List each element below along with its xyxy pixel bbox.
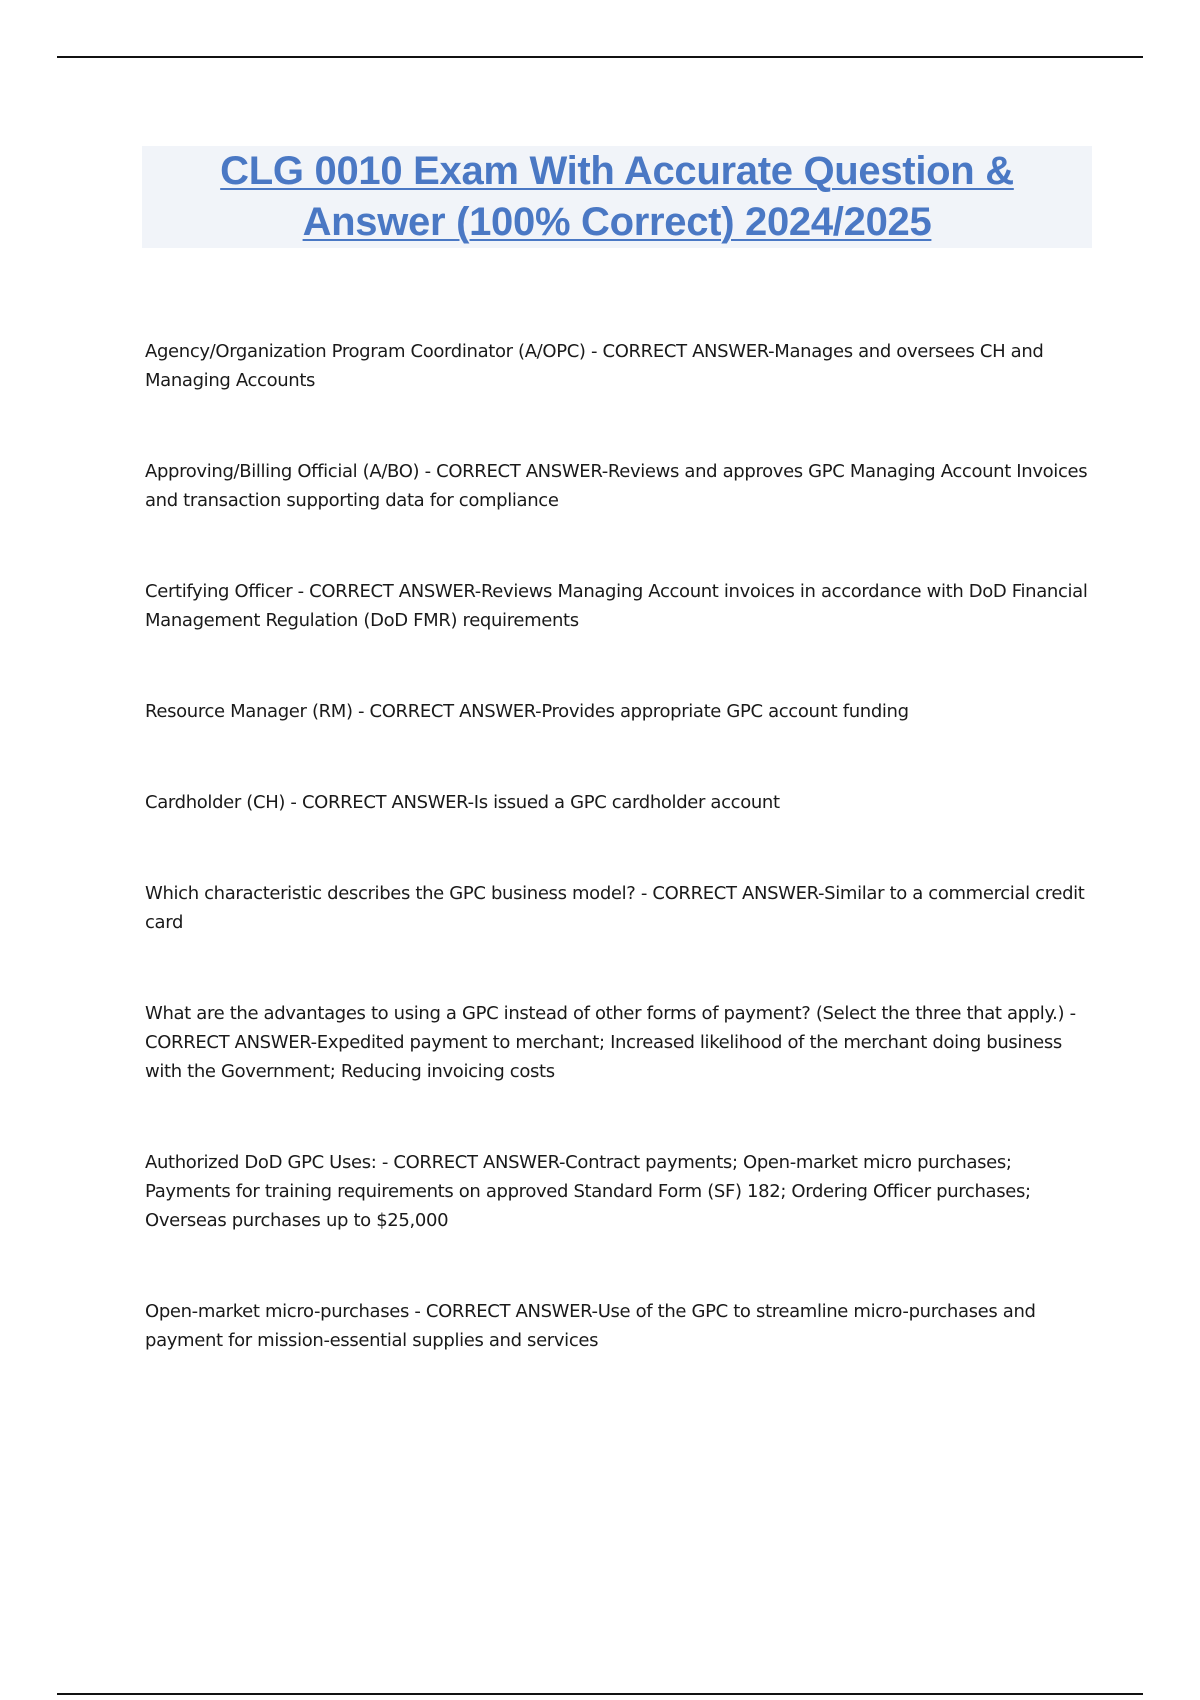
title-line-1: CLG 0010 Exam With Accurate Question & bbox=[220, 149, 1014, 193]
qa-entry-8: Authorized DoD GPC Uses: - CORRECT ANSWER-Contract payments; Open-market micro purchases; Payments for training requirements on approved Standard Form (SF) 182; Ordering Officer purchases; Overseas purchases up to $25,000 bbox=[145, 1152, 1031, 1231]
qa-entry-1: Agency/Organization Program Coordinator (A/OPC) - CORRECT ANSWER-Manages and oversees CH and Managing Accounts bbox=[145, 341, 1044, 391]
qa-entry-3: Certifying Officer - CORRECT ANSWER-Reviews Managing Account invoices in accordance with DoD Financial Management Regulation (DoD FMR) requirements bbox=[145, 581, 1088, 631]
qa-entry-6: Which characteristic describes the GPC business model? - CORRECT ANSWER-Similar to a commercial credit card bbox=[145, 883, 1085, 933]
qa-entry-9: Open-market micro-purchases - CORRECT ANSWER-Use of the GPC to streamline micro-purchases and payment for mission-essential supplies and services bbox=[145, 1301, 1036, 1351]
qa-entry-7: What are the advantages to using a GPC instead of other forms of payment? (Select the three that apply.) - CORRECT ANSWER-Expedited payment to merchant; Increased likelihood of the merchant doing business with the Government; Reducing invoicing costs bbox=[145, 1003, 1076, 1082]
title-banner bbox=[142, 146, 1092, 248]
header-rule bbox=[57, 56, 1143, 58]
document-title bbox=[220, 146, 1014, 248]
qa-entry-5: Cardholder (CH) - CORRECT ANSWER-Is issued a GPC cardholder account bbox=[145, 792, 780, 813]
qa-entry-2: Approving/Billing Official (A/BO) - CORRECT ANSWER-Reviews and approves GPC Managing Account Invoices and transaction supporting data for compliance bbox=[145, 461, 1088, 511]
footer-rule bbox=[57, 1693, 1143, 1695]
question-answer-list bbox=[145, 337, 1095, 1355]
title-line-2: Answer (100% Correct) 2024/2025 bbox=[302, 200, 932, 244]
qa-entry-4: Resource Manager (RM) - CORRECT ANSWER-Provides appropriate GPC account funding bbox=[145, 701, 909, 722]
